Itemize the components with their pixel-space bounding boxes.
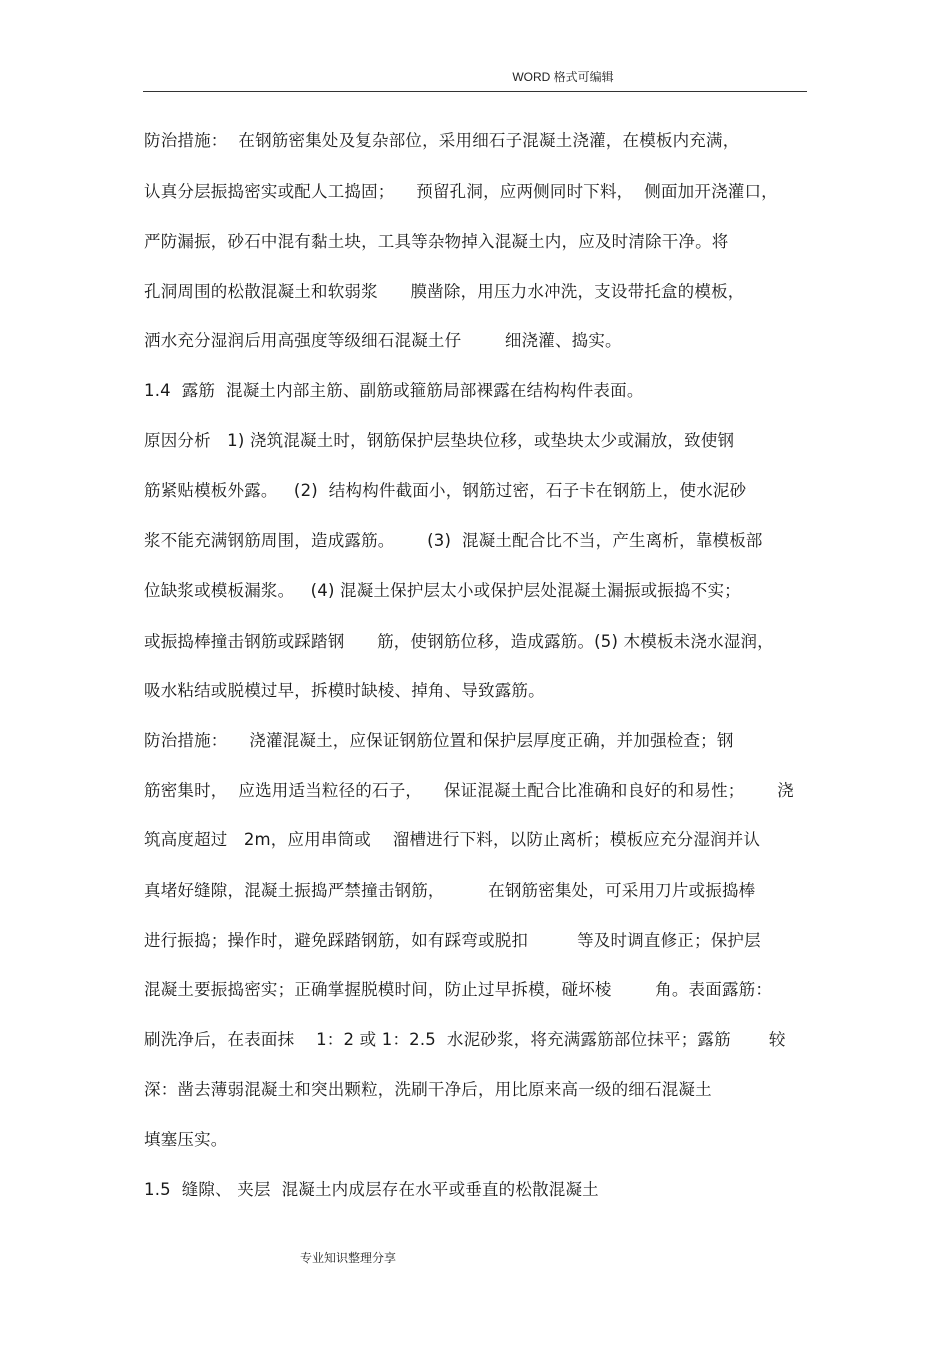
text-line: 填塞压实。 — [144, 1130, 228, 1149]
section-heading-1-5: 1.5 缝隙、 夹层 混凝土内成层存在水平或垂直的松散混凝土 — [144, 1180, 599, 1199]
text-line: 严防漏振，砂石中混有黏土块，工具等杂物掉入混凝土内，应及时清除干净。将 — [144, 232, 729, 251]
text-line: 深：凿去薄弱混凝土和突出颗粒，洗刷干净后，用比原来高一级的细石混凝土 — [144, 1080, 712, 1099]
text-line: 防治措施： 在钢筋密集处及复杂部位，采用细石子混凝土浇灌，在模板内充满， — [144, 131, 740, 150]
text-line: 筋紧贴模板外露。 (2) 结构构件截面小，钢筋过密，石子卡在钢筋上，使水泥砂 — [144, 481, 747, 500]
text-line: 吸水粘结或脱模过早，拆模时缺棱、掉角、导致露筋。 — [144, 681, 545, 700]
text-line: 孔洞周围的松散混凝土和软弱浆 膜凿除，用压力水冲洗，支设带托盒的模板， — [144, 282, 745, 301]
text-line: 位缺浆或模板漏浆。 (4) 混凝土保护层太小或保护层处混凝土漏振或振捣不实； — [144, 581, 741, 600]
page-header — [0, 68, 950, 88]
text-line: 或振捣棒撞击钢筋或踩踏钢 筋，使钢筋位移，造成露筋。(5) 木模板未浇水湿润， — [144, 632, 774, 651]
text-line: 浆不能充满钢筋周围，造成露筋。 (3) 混凝土配合比不当，产生离析，靠模板部 — [144, 531, 763, 550]
page-footer: 专业知识整理分享 — [300, 1251, 397, 1265]
text-line: 进行振捣；操作时，避免踩踏钢筋，如有踩弯或脱扣 等及时调直修正；保护层 — [144, 931, 761, 950]
text-line: 认真分层振捣密实或配人工捣固； 预留孔洞，应两侧同时下料， 侧面加开浇灌口， — [144, 182, 778, 201]
section-heading-1-4: 1.4 露筋 混凝土内部主筋、副筋或箍筋局部裸露在结构构件表面。 — [144, 381, 644, 400]
text-line: 刷洗净后，在表面抹 1：2 或 1：2.5 水泥砂浆，将充满露筋部位抹平；露筋 较 — [144, 1030, 786, 1049]
header-label: WORD 格式可编辑 — [512, 70, 614, 84]
text-line: 筋密集时， 应选用适当粒径的石子， 保证混凝土配合比准确和良好的和易性； 浇 — [144, 781, 794, 800]
text-line: 洒水充分湿润后用高强度等级细石混凝土仔 细浇灌、捣实。 — [144, 331, 622, 350]
text-line: 防治措施： 浇灌混凝土，应保证钢筋位置和保护层厚度正确，并加强检查；钢 — [144, 731, 734, 750]
text-line: 原因分析 1) 浇筑混凝土时，钢筋保护层垫块位移，或垫块太少或漏放，致使钢 — [144, 431, 735, 450]
text-line: 混凝土要振捣密实；正确掌握脱模时间，防止过早拆模，碰坏棱 角。表面露筋： — [144, 980, 773, 999]
text-line: 筑高度超过 2m，应用串筒或 溜槽进行下料，以防止离析；模板应充分湿润并认 — [144, 830, 761, 849]
text-line: 真堵好缝隙，混凝土振捣严禁撞击钢筋， 在钢筋密集处，可采用刀片或振捣棒 — [144, 881, 756, 900]
header-divider — [143, 91, 807, 92]
